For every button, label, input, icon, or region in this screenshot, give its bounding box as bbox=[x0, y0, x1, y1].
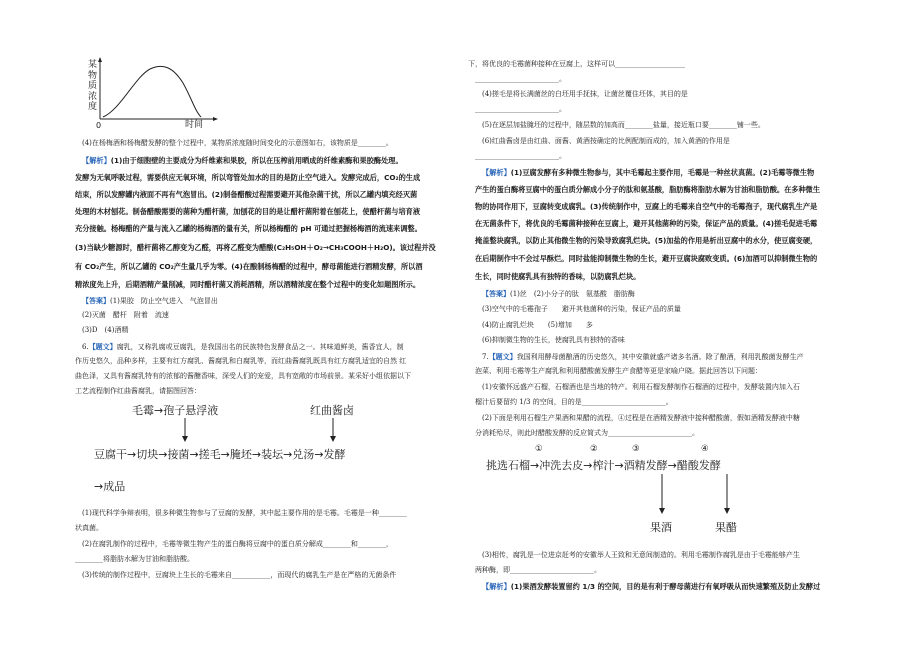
flow-product: →成品 bbox=[94, 480, 126, 493]
analysis2-line: 【解析】(1)果酒发酵装置留约 1/3 的空间，目的是有利于酵母菌进行有氧呼吸从而快速繁殖及防止发酵过 bbox=[482, 582, 821, 591]
q7-line-6: 分消耗殆尽，则此时醋酸发酵的反应简式为________________________。 bbox=[475, 429, 699, 437]
answer-line-3: (3)D (4)酒精 bbox=[82, 326, 129, 334]
flow-steps: 豆腐干→切块→接菌→搓毛→腌坯→装坛→兑汤→发酵 bbox=[94, 448, 346, 461]
analysis-line-1: 【解析】(1)由于细胞壁的主要成分为纤维素和果胶，所以在压榨前用晒成的纤维素酶和果胶酶处理。 bbox=[82, 156, 403, 165]
question-6-line-2: 作历史悠久，品种多样，主要有红方腐乳、酱腐乳和白腐乳等，而红曲酱腐乳既具有红方腐乳适宜的自然 红 bbox=[75, 357, 407, 365]
analysis-tag: 【解析】 bbox=[82, 156, 111, 165]
r-answer-1: 【答案】(1)丝 (2)小分子的肽 氨基酸 脂肪酶 bbox=[482, 289, 635, 298]
r-analysis-7: 生长，同时使腐乳具有独特的香味，以防腐乳烂块。 bbox=[475, 272, 641, 281]
r-answer-2: (3)空气中的毛霉孢子 避开其他菌种的污染，保证产品的质量 bbox=[482, 305, 681, 313]
flow-mold: 毛霉→孢子悬浮液 bbox=[132, 404, 219, 417]
analysis2-tag: 【解析】 bbox=[482, 582, 511, 591]
flow2-num-1: ① bbox=[535, 444, 543, 454]
r-line-5: (5)在逐层加盐腌坯的过程中，随层数的加高而________盐量，接近瓶口要________铺一些。 bbox=[482, 121, 765, 129]
r-answer-4: (6)抑制微生物的生长，使腐乳具有独特的香味 bbox=[482, 336, 625, 344]
r-analysis-5: 掩盖整块腐乳，以防止其他微生物的污染导致腐乳烂块。(5)加盐的作用是析出豆腐中的水分，使豆腐变硬， bbox=[475, 236, 818, 245]
r-line-3: (4)搓毛是将长满菌丝的白坯用手抚抹，让菌丝覆住坯体，其目的是 bbox=[482, 90, 688, 98]
question-6-line-4: 工艺流程制作红曲酱腐乳，请据图回答： bbox=[75, 387, 201, 395]
q6-sub-3: (3)传统的制作过程中，豆腐块上生长的毛霉来自___________，而现代的腐乳生产是在严格的无菌条件 bbox=[82, 571, 397, 579]
q6-sub-2b: ________将脂肪水解为甘油和脂肪酸。 bbox=[75, 555, 194, 563]
q6-sub-1b: 状真菌。 bbox=[75, 524, 103, 532]
r-answer-3: (4)防止腐乳烂块 (5)增加 多 bbox=[482, 321, 593, 329]
q7-line-5: (2)下面是利用石榴生产果酒和果醋的流程，④过程是在酒精发酵液中接种醋酸菌，假如酒精发酵液中糖 bbox=[482, 414, 800, 422]
flow2-steps: 挑选石榴→冲洗去皮→榨汁→酒精发酵→醋酸发酵 bbox=[486, 459, 721, 472]
question-6-line-1: 6.【题文】腐乳，又称乳腐或豆腐乳，是我国出名的民族特色发酵食品之一。其味道鲜美，酱香宜人，制 bbox=[82, 342, 404, 351]
answer-line-1: 【答案】(1)果胶 防止空气进入 气泡冒出 bbox=[82, 296, 218, 305]
analysis-line-6: (3)当缺少糖源时，醋杆菌将乙醇变为乙醛，再将乙醛变为醋酸(C₂H₅OH＋O₂→CH₃COOH＋H₂O)。该过程并没 bbox=[75, 243, 436, 252]
q6-tag: 【题文】 bbox=[88, 342, 117, 351]
q7-line-2: 泡菜、利用毛霉等生产腐乳和利用醋酸菌发酵生产食醋等更是家喻户晓。据此回答以下问题： bbox=[475, 367, 762, 375]
chart-y-label: 某物质浓度 bbox=[88, 60, 98, 112]
question-6-line-3: 曲色泽，又具有酱腐乳特有的浓郁的酱醣香味，深受人们的宠爱，具有宽敞的市场前景。某采好小组依据以下 bbox=[75, 372, 411, 380]
r-analysis-1: 【解析】(1)豆腐发酵有多种微生物参与，其中毛霉起主要作用，毛霉是一种丝状真菌。(2)毛霉等微生物 bbox=[482, 168, 815, 177]
answer-tag: 【答案】 bbox=[82, 296, 110, 305]
r-analysis-4: 在无菌条件下，将优良的毛霉菌种接种在豆腐上，避开其他菌种的污染，保证产品的质量。(4)搓毛促进毛霉 bbox=[475, 219, 818, 228]
r-line-2: ________________________。 bbox=[475, 75, 566, 83]
r-analysis-tag: 【解析】 bbox=[482, 168, 511, 177]
analysis-line-5: 充分接触。杨梅醋的产量与流入乙罐的杨梅酒的量有关，所以杨梅醋的 pH 可通过把握杨梅酒的流速来调整。 bbox=[75, 224, 422, 233]
q7-3-line-1: (3)相传，腐乳是一位进京赶考的安徽举人王致和无意间制造的。利用毛霉制作腐乳是由于毛霉能够产生 bbox=[482, 551, 800, 559]
r-analysis-6: 在后期制作中不会过早酥烂。同时盐能抑制微生物的生长，避开豆腐块腐败变质。(6)加酒可以抑制微生物的 bbox=[475, 254, 818, 263]
flow2-out-wine: 果酒 bbox=[650, 521, 672, 534]
chart-origin: 0 bbox=[96, 121, 102, 130]
analysis-line-8: 精浓度先上升，后期酒精产量削减，同时醋杆菌又消耗酒精，所以酒精浓度在整个过程中的变化如题图所示。 bbox=[75, 280, 421, 289]
q6-sub-2: (2)在腐乳制作的过程中，毛霉等微生物产生的蛋白酶将豆腐中的蛋白质分解成________和________， bbox=[82, 540, 393, 548]
analysis-line-2: 发酵为无氧呼吸过程，需要供应无氧环境，所以弯管处加水的目的是防止空气进入。发酵完成后，CO₂的生成 bbox=[75, 173, 421, 182]
flow2-out-vinegar: 果醋 bbox=[715, 521, 737, 534]
r-line-7: ________________________。 bbox=[475, 152, 566, 160]
flow2-num-2: ② bbox=[590, 444, 598, 454]
question-4: (4)在杨梅酒和杨梅醋发酵的整个过程中，某物质浓度随时间变化的示意图如右，该物质是________。 bbox=[82, 139, 393, 147]
q7-line-1: 7.【题文】我国利用酵母菌酿酒的历史悠久，其中安徽就盛产诸多名酒。除了酿酒，利用乳酸菌发酵生产 bbox=[482, 352, 804, 361]
analysis-line-4: 处理的木材刨花。制备醋酸需要的菌种为醋杆菌，加刨花的目的是让醋杆菌附着在刨花上，使醋杆菌与培育液 bbox=[75, 207, 421, 216]
r-line-6: (6)红曲酱卤是由红曲、面酱、黄酒按确定的比例配制而成的，加入黄酒的作用是 bbox=[482, 137, 730, 145]
q7-3-line-2: 两种酶，即________________________。 bbox=[475, 566, 601, 574]
r-analysis-2: 产生的蛋白酶将豆腐中的蛋白质分解成小分子的肽和氨基酸，脂肪酶将脂肪水解为甘油和脂肪酸。在多种微生 bbox=[475, 185, 821, 194]
q7-line-3: (1)安徽怀远盛产石榴，石榴酒也是当地的特产。利用石榴发酵制作石榴酒的过程中，发酵装置内加入石 bbox=[482, 383, 800, 391]
chart-x-label: 时间 bbox=[185, 120, 204, 130]
q7-line-4: 榴汁后要留约 1/3 的空间，目的是________________________。 bbox=[475, 398, 673, 406]
analysis-line-7: 有 CO₂产生，所以乙罐的 CO₂产生量几乎为零。(4)在酿制杨梅醋的过程中，酵母菌能进行酒精发酵，所以酒 bbox=[75, 262, 423, 271]
r-line-1: 下，将优良的毛霉菌种接种在豆腐上，这样可以____________________ bbox=[468, 60, 685, 68]
r-line-4: ________________________。 bbox=[475, 105, 566, 113]
answer-line-2: (2)灭菌 醋杆 附着 流速 bbox=[82, 311, 169, 319]
flow2-num-4: ④ bbox=[701, 444, 709, 454]
r-answer-tag: 【答案】 bbox=[482, 289, 510, 298]
flow2-num-3: ③ bbox=[632, 444, 640, 454]
analysis-line-3: 结束，所以发酵罐内液面不再有气泡冒出。(2)制备醋酸过程需要避开其他杂菌干扰，所以乙罐内填充经灭菌 bbox=[75, 190, 418, 199]
q6-sub-1: (1)现代科学争辩表明，很多种微生物参与了豆腐的发酵，其中起主要作用的是毛霉。毛霉是一种________ bbox=[82, 509, 407, 517]
r-analysis-3: 物的协同作用下，豆腐转变成腐乳。(3)传统制作中，豆腐上的毛霉来自空气中的毛霉孢子，现代腐乳生产是 bbox=[475, 202, 818, 211]
flow-brine: 红曲酱卤 bbox=[310, 404, 354, 417]
q7-tag: 【题文】 bbox=[488, 352, 517, 361]
